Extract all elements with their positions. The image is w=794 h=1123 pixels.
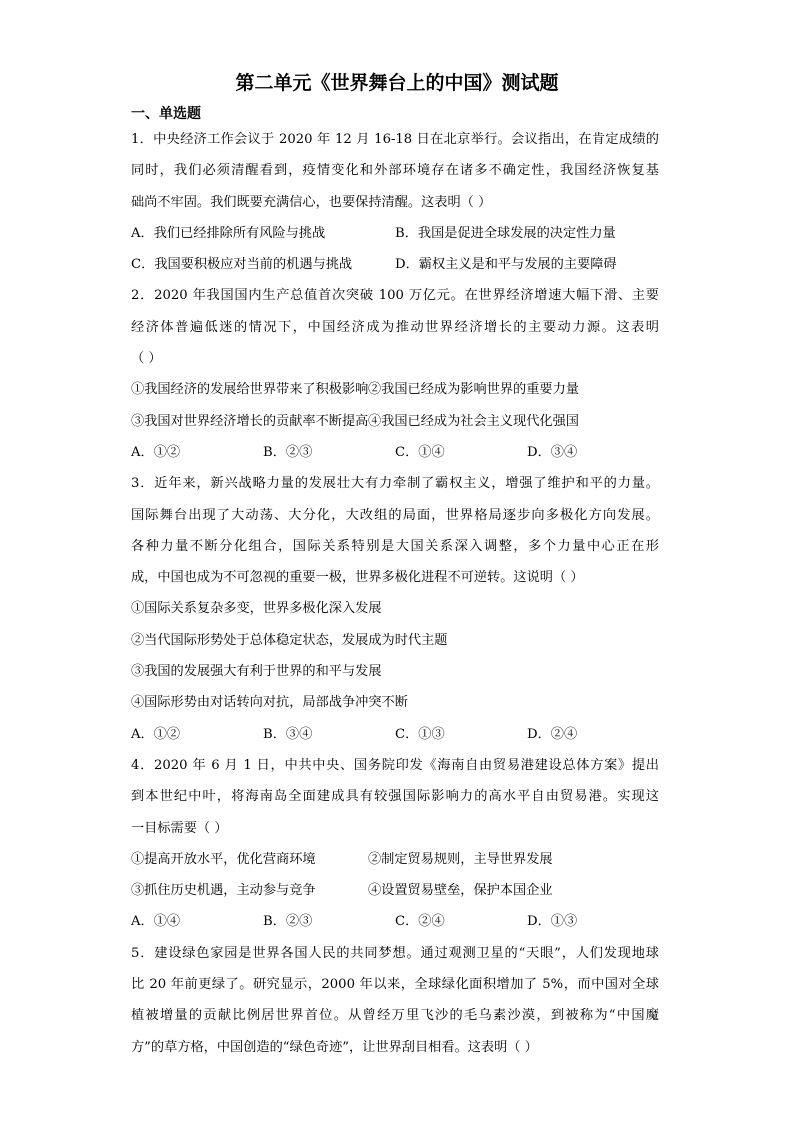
option-a[interactable]: A．①② [131, 726, 181, 742]
question-text-line: 3．近年来，新兴战略力量的发展壮大有力牵制了霸权主义，增强了维护和平的力量。 [131, 476, 659, 492]
question-text-line: 4．2020 年 6 月 1 日，中共中央、国务院印发《海南自由贸易港建设总体方案》提出 [131, 757, 659, 773]
statement-2: ②当代国际形势处于总体稳定状态，发展成为时代主题 [131, 632, 448, 648]
statement-row [131, 844, 659, 875]
question-text-line: 各种力量不断分化组合，国际关系特别是大国关系深入调整，多个力量中心正在形 [131, 538, 659, 554]
question-text-line: 2．2020 年我国国内生产总值首次突破 100 万亿元。在世界经济增速大幅下滑、主要 [131, 288, 659, 304]
option-c[interactable]: C．我国要积极应对当前的机遇与挑战 [131, 257, 353, 273]
statement-row [131, 875, 659, 906]
question-text-line: 经济体普遍低迷的情况下，中国经济成为推动世界经济增长的主要动力源。这表明 [131, 319, 659, 335]
option-row [131, 906, 659, 937]
option-b[interactable]: B．②③ [263, 914, 313, 930]
option-row [131, 249, 659, 280]
statement-3: ③我国的发展强大有利于世界的和平与发展 [131, 664, 382, 680]
question-1 [131, 124, 659, 280]
statement-2: ②制定贸易规则，主导世界发展 [368, 851, 553, 867]
statement-3: ③抓住历史机遇，主动参与竞争 [131, 883, 316, 899]
option-a[interactable]: A．①④ [131, 914, 181, 930]
question-4 [131, 750, 659, 938]
question-text-line: 植被增量的贡献比例居世界首位。从曾经万里飞沙的毛乌素沙漠，到被称为“中国魔 [131, 1008, 659, 1024]
option-b[interactable]: B．③④ [263, 726, 313, 742]
statement-row [131, 374, 659, 405]
statement-1: ①国际关系复杂多变，世界多极化深入发展 [131, 601, 382, 617]
question-text-line: 国际舞台出现了大动荡、大分化，大改组的局面，世界格局逐步向多极化方向发展。 [131, 507, 659, 523]
question-text-line: 础尚不牢固。我们既要充满信心，也要保持清醒。这表明（ ） [131, 194, 492, 210]
question-text-line: 5．建设绿色家园是世界各国人民的共同梦想。通过观测卫星的“天眼”，人们发现地球 [131, 945, 659, 961]
option-c[interactable]: C．①③ [395, 726, 445, 742]
question-text-line: （ ） [131, 351, 162, 367]
option-row [131, 218, 659, 249]
question-2 [131, 280, 659, 468]
option-b[interactable]: B．②③ [263, 444, 313, 460]
option-d[interactable]: D．②④ [527, 726, 578, 742]
question-text-line: 1．中央经济工作会议于 2020 年 12 月 16-18 日在北京举行。会议指出，在肯定成绩的 [131, 132, 659, 147]
question-list [131, 124, 659, 1063]
option-c[interactable]: C．②④ [395, 914, 445, 930]
option-d[interactable]: D．③④ [527, 444, 578, 460]
question-text-line: 成，中国也成为不可忽视的重要一极，世界多极化进程不可逆转。这说明（ ） [131, 570, 584, 586]
statement-row [131, 406, 659, 437]
statement-1: ①提高开放水平，优化营商环境 [131, 851, 316, 867]
statement-3: ③我国对世界经济增长的贡献率不断提高 [131, 413, 369, 429]
option-a[interactable]: A．①② [131, 444, 181, 460]
question-text-line: 比 20 年前更绿了。研究显示，2000 年以来，全球绿化面积增加了 5%，而中国对全球 [131, 977, 659, 993]
statement-2: ②我国已经成为影响世界的重要力量 [368, 382, 579, 398]
option-row [131, 437, 659, 468]
question-5 [131, 938, 659, 1063]
option-b[interactable]: B．我国是促进全球发展的决定性力量 [395, 225, 616, 241]
option-d[interactable]: D．①③ [527, 914, 578, 930]
option-a[interactable]: A．我们已经排除所有风险与挑战 [131, 225, 326, 241]
section-heading: 一、单选题 [131, 106, 201, 122]
page-title: 第二单元《世界舞台上的中国》测试题 [235, 72, 559, 94]
statement-4: ④国际形势由对话转向对抗，局部战争冲突不断 [131, 695, 408, 711]
question-text-line: 一目标需要（ ） [131, 820, 228, 836]
question-3 [131, 468, 659, 750]
question-text-line: 同时，我们必须清醒看到，疫情变化和外部环境存在诸多不确定性，我国经济恢复基 [131, 163, 659, 179]
statement-4: ④我国已经成为社会主义现代化强国 [368, 413, 579, 429]
question-text-line: 到本世纪中叶，将海南岛全面建成具有较强国际影响力的高水平自由贸易港。实现这 [131, 789, 659, 805]
statement-1: ①我国经济的发展给世界带来了积极影响 [131, 382, 369, 398]
option-d[interactable]: D．霸权主义是和平与发展的主要障碍 [395, 257, 617, 273]
statement-4: ④设置贸易壁垒，保护本国企业 [368, 883, 553, 899]
option-row [131, 719, 659, 750]
question-text-line: 方”的草方格，中国创造的“绿色奇迹”，让世界刮目相看。这表明（ ） [131, 1039, 538, 1055]
option-c[interactable]: C．①④ [395, 444, 445, 460]
